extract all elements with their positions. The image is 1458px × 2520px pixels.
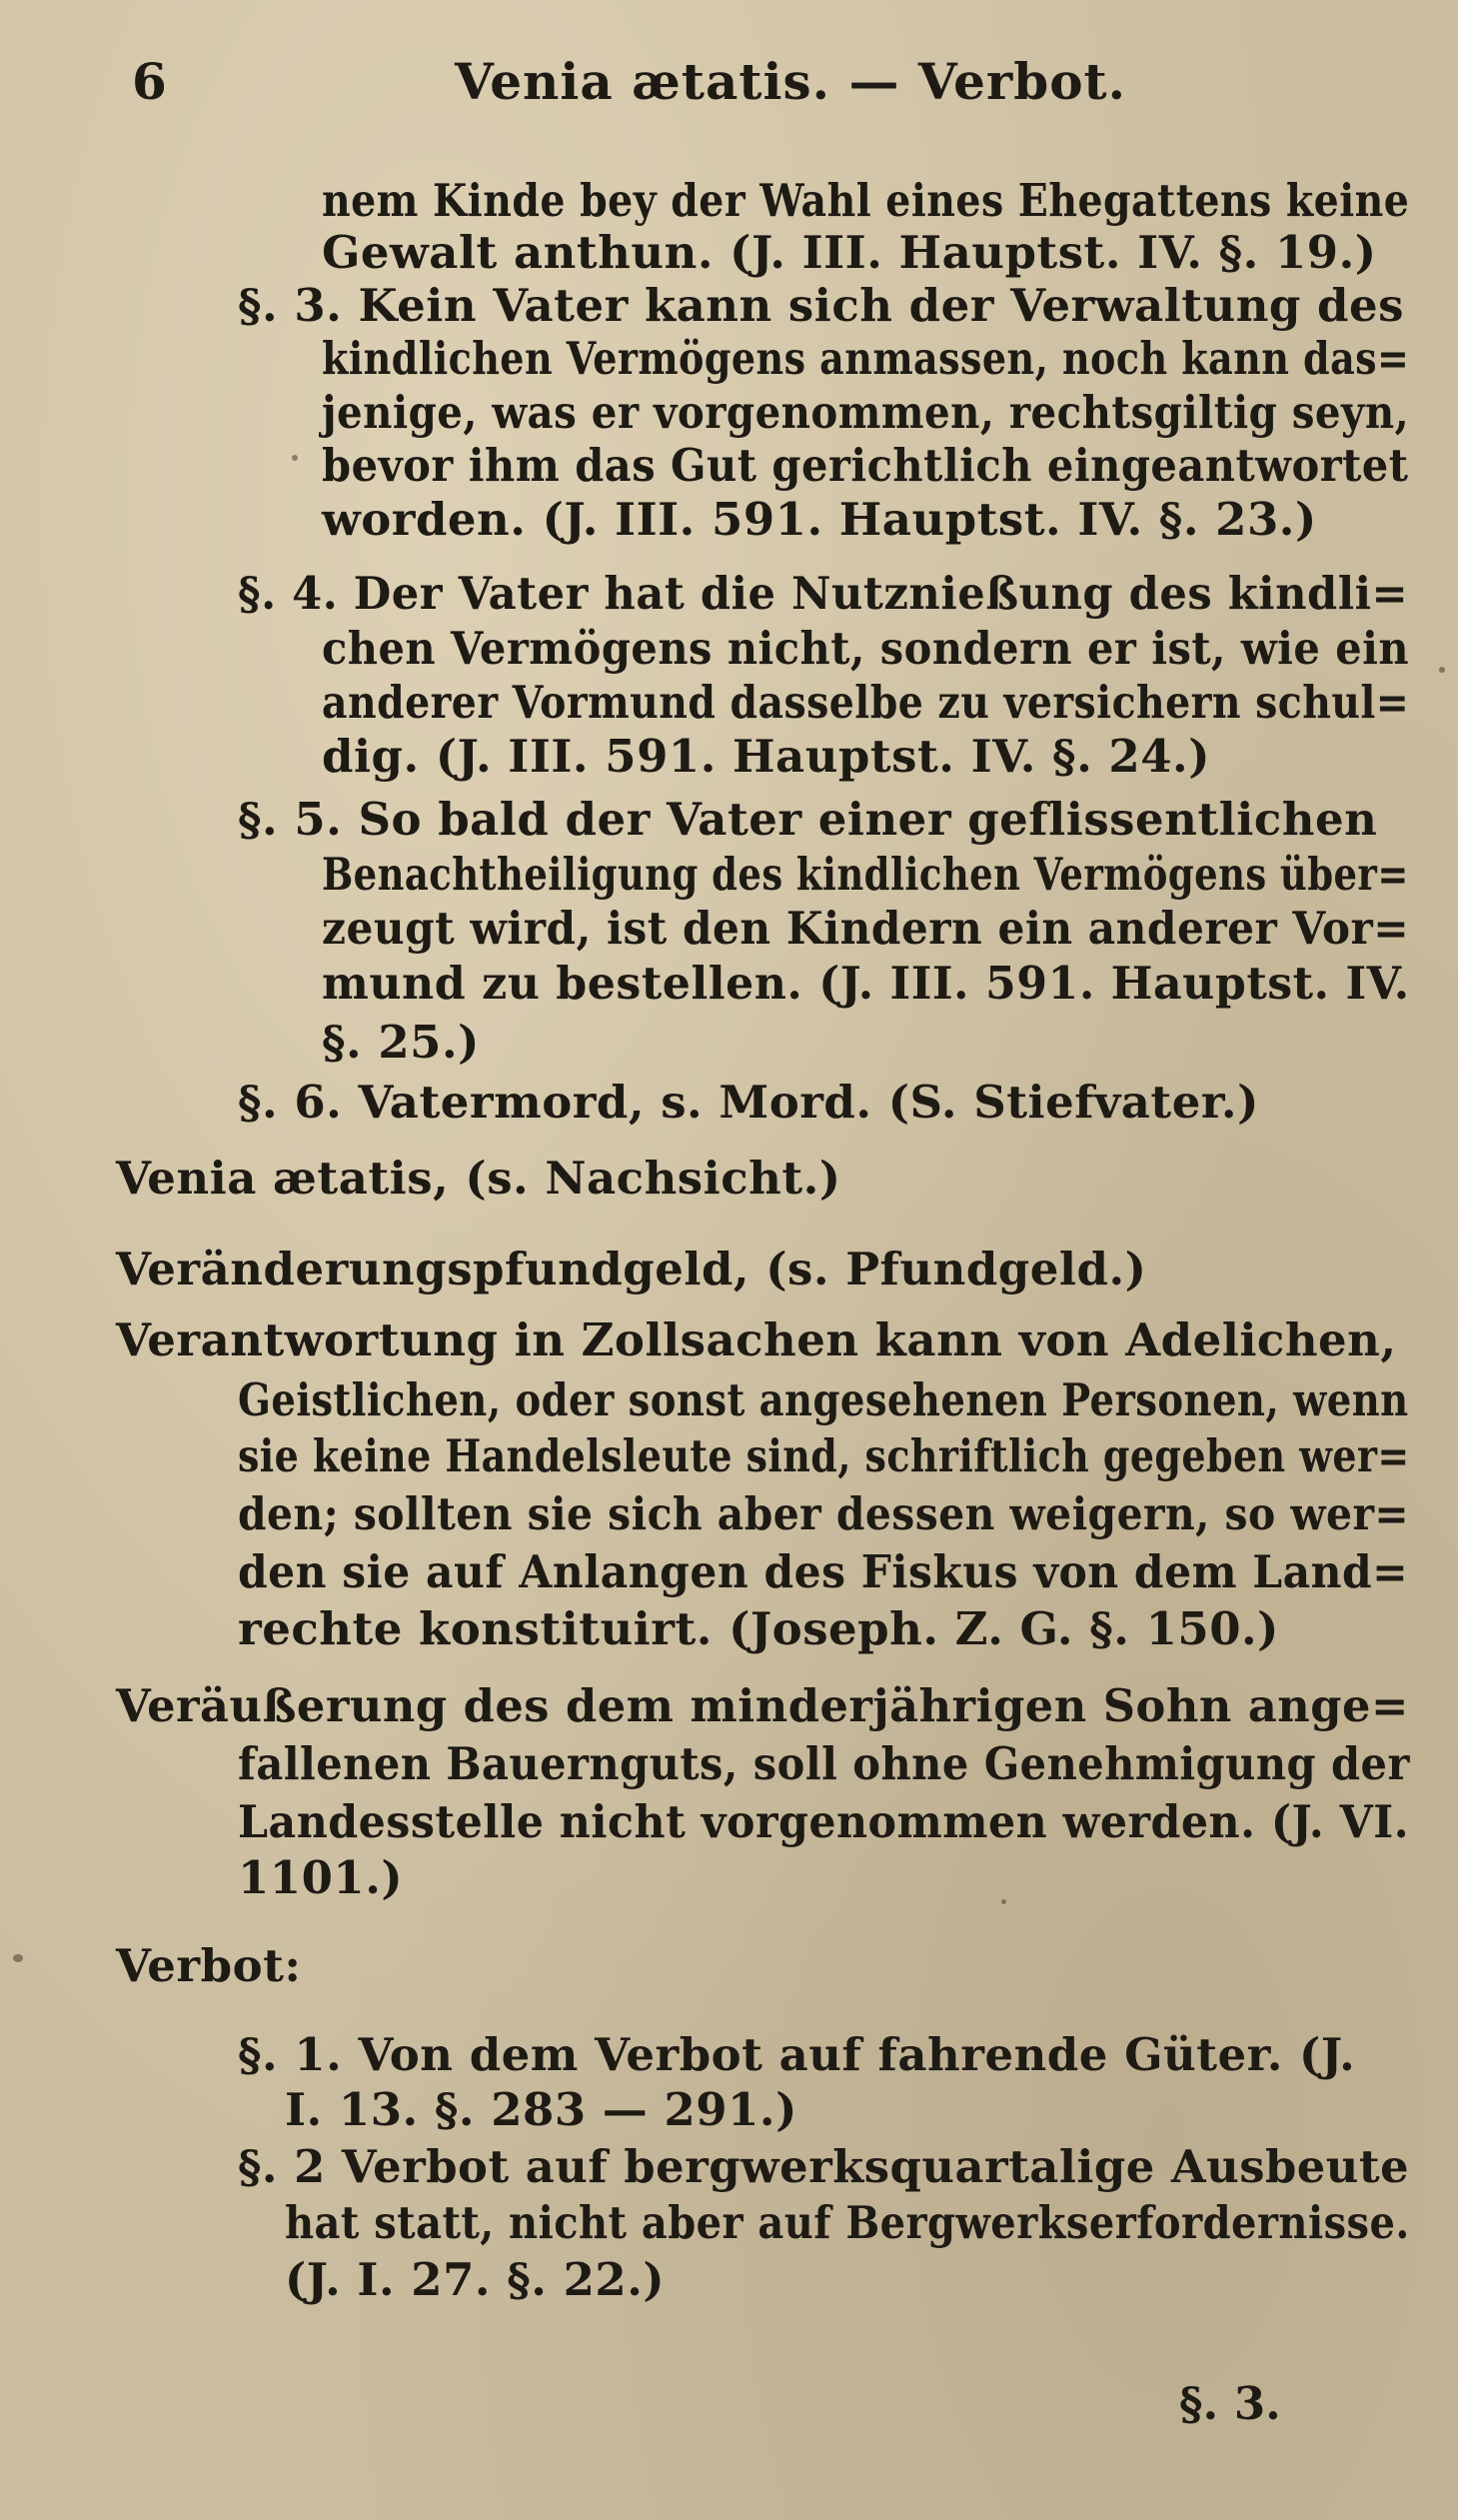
text-line: §. 4. Der Vater hat die Nutznießung des kindli= [238,567,1409,620]
text-line: den sie auf Anlangen des Fiskus von dem Land= [238,1545,1409,1598]
ink-speck [1439,667,1445,673]
text-line: chen Vermögens nicht, sondern er ist, wie ein [322,622,1410,675]
catchword: §. 3. [1179,2377,1281,2430]
ink-speck [292,455,298,461]
text-line: Veräußerung des dem minderjährigen Sohn ange= [116,1679,1409,1732]
text-line: zeugt wird, ist den Kindern ein anderer Vor= [322,902,1410,955]
text-line: Geistlichen, oder sonst angesehenen Personen, wenn [238,1373,1409,1426]
text-line: fallenen Bauernguts, soll ohne Genehmigung der [238,1737,1410,1790]
text-line: Landesstelle nicht vorgenommen werden. (J. VI. [238,1795,1410,1848]
text-line: worden. (J. III. 591. Hauptst. IV. §. 23.) [322,493,1317,546]
text-line: Venia ætatis, (s. Nachsicht.) [116,1152,841,1205]
text-line: Benachtheiligung des kindlichen Vermögens über= [322,848,1409,901]
ink-speck [1001,1899,1006,1904]
text-line: §. 1. Von dem Verbot auf fahrende Güter. (J. [238,2028,1356,2081]
text-line: nem Kinde bey der Wahl eines Ehegattens keine [322,174,1410,227]
text-line: §. 25.) [322,1016,480,1069]
text-line: rechte konstituirt. (Joseph. Z. G. §. 150.) [238,1602,1279,1655]
page-number: 6 [132,52,167,111]
text-line: den; sollten sie sich aber dessen weigern, so wer= [238,1487,1410,1540]
text-line: anderer Vormund dasselbe zu versichern schul= [322,676,1410,729]
text-line: I. 13. §. 283 — 291.) [285,2083,797,2136]
text-line: (J. I. 27. §. 22.) [285,2253,666,2306]
text-line: Verantwortung in Zollsachen kann von Adelichen, [116,1313,1397,1366]
text-line: Verbot: [116,1939,302,1992]
text-line: §. 3. Kein Vater kann sich der Verwaltung des [238,279,1404,332]
text-line: jenige, was er vorgenommen, rechtsgiltig seyn, [322,386,1410,439]
page-header [0,52,1458,122]
text-line: hat statt, nicht aber auf Bergwerkserfordernisse. [285,2196,1410,2249]
ink-speck [13,1954,23,1962]
text-line: §. 5. So bald der Vater einer geflissentlichen [238,793,1378,846]
text-line: kindlichen Vermögens anmassen, noch kann das= [322,332,1410,385]
text-line: sie keine Handelsleute sind, schriftlich gegeben wer= [238,1429,1410,1482]
text-line: §. 2 Verbot auf bergwerksquartalige Ausbeute [238,2140,1410,2193]
text-line: Veränderungspfundgeld, (s. Pfundgeld.) [116,1243,1147,1295]
running-head: Venia ætatis. — Verbot. [455,52,1127,111]
text-line: bevor ihm das Gut gerichtlich eingeantwortet [322,439,1409,492]
text-line: mund zu bestellen. (J. III. 591. Hauptst. IV. [322,957,1410,1010]
text-line: §. 6. Vatermord, s. Mord. (S. Stiefvater.) [238,1076,1259,1129]
text-line: 1101.) [238,1851,404,1904]
text-line: dig. (J. III. 591. Hauptst. IV. §. 24.) [322,730,1211,783]
text-line: Gewalt anthun. (J. III. Hauptst. IV. §. 19.) [322,226,1377,279]
